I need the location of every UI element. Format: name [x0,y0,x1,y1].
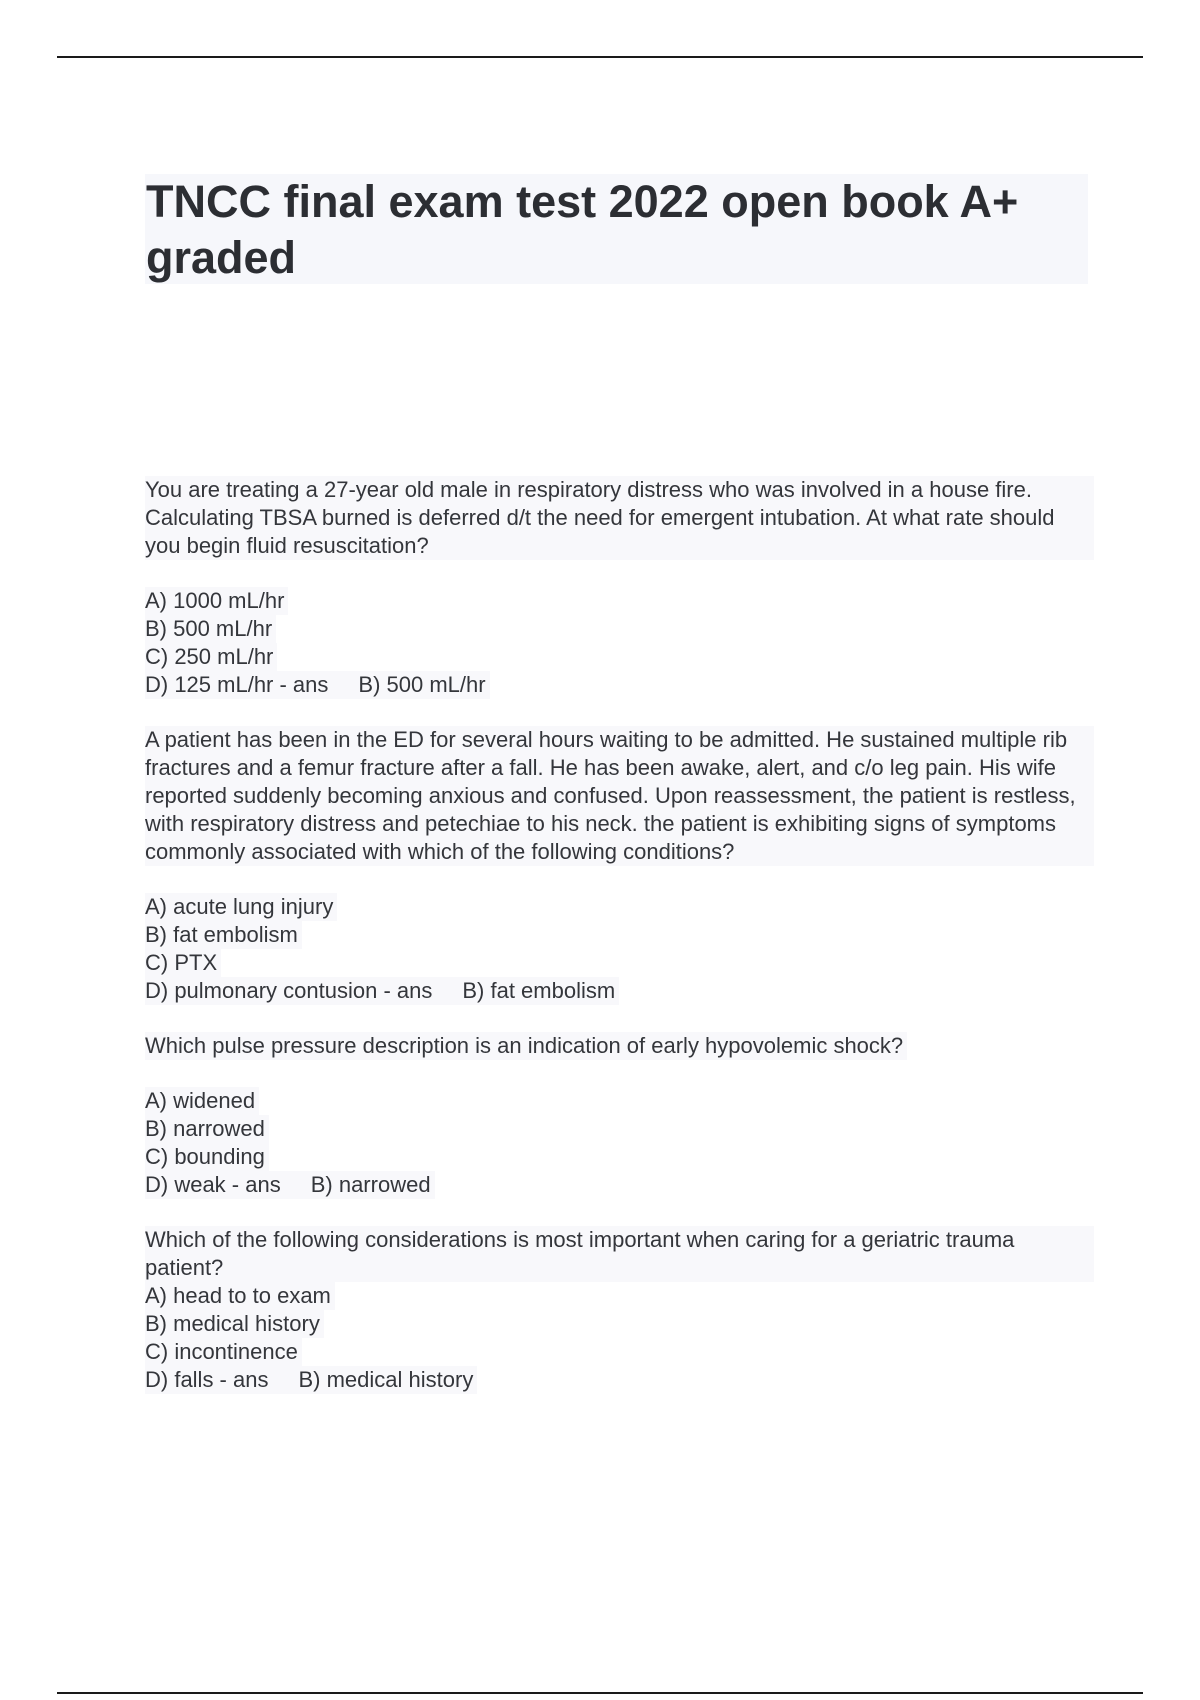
answer: B) narrowed [310,1172,431,1197]
option-d: D) 125 mL/hr - ans B) 500 mL/hr [145,671,490,699]
option-b: B) narrowed [145,1115,269,1143]
option-b: B) 500 mL/hr [145,615,276,643]
answer: B) fat embolism [462,978,616,1003]
option-c: C) incontinence [145,1338,302,1366]
question-text: Which pulse pressure description is an indication of early hypovolemic shock? [145,1032,907,1060]
question-text: A patient has been in the ED for several hours waiting to be admitted. He sustained multiple rib fractures and a femur fracture after a fall. He has been awake, alert, and c/o leg pain. His wife reported suddenly becoming anxious and confused. Upon reassessment, the patient is restless, with respiratory distress and petechiae to his neck. the patient is exhibiting signs of symptoms commonly associated with which of the following conditions? [145,726,1094,866]
question-2 [145,726,1095,1005]
option-d: D) falls - ans B) medical history [145,1366,477,1394]
option-c: C) PTX [145,949,221,977]
option-list [145,587,1095,699]
title-block [145,174,1088,284]
option-a: A) acute lung injury [145,893,337,921]
question-3 [145,1032,1095,1199]
answer: B) medical history [298,1367,474,1392]
option-a: A) widened [145,1087,259,1115]
document-title: TNCC final exam test 2022 open book A+ graded [146,176,1019,283]
question-text: Which of the following considerations is most important when caring for a geriatric trauma patient? [145,1226,1094,1282]
bottom-rule [57,1692,1143,1694]
option-b: B) medical history [145,1310,324,1338]
option-list [145,1282,1095,1394]
option-c: C) bounding [145,1143,269,1171]
option-c: C) 250 mL/hr [145,643,277,671]
top-rule [57,56,1143,58]
option-d: D) weak - ans B) narrowed [145,1171,435,1199]
option-a: A) 1000 mL/hr [145,587,288,615]
question-text: You are treating a 27-year old male in respiratory distress who was involved in a house fire. Calculating TBSA burned is deferred d/t the need for emergent intubation. At what rate should you begin fluid resuscitation? [145,476,1094,560]
question-list [145,476,1095,1421]
question-1 [145,476,1095,699]
answer: B) 500 mL/hr [358,672,486,697]
option-a: A) head to to exam [145,1282,335,1310]
question-4 [145,1226,1095,1394]
option-list [145,893,1095,1005]
option-d: D) pulmonary contusion - ans B) fat embolism [145,977,619,1005]
option-b: B) fat embolism [145,921,302,949]
option-list [145,1087,1095,1199]
